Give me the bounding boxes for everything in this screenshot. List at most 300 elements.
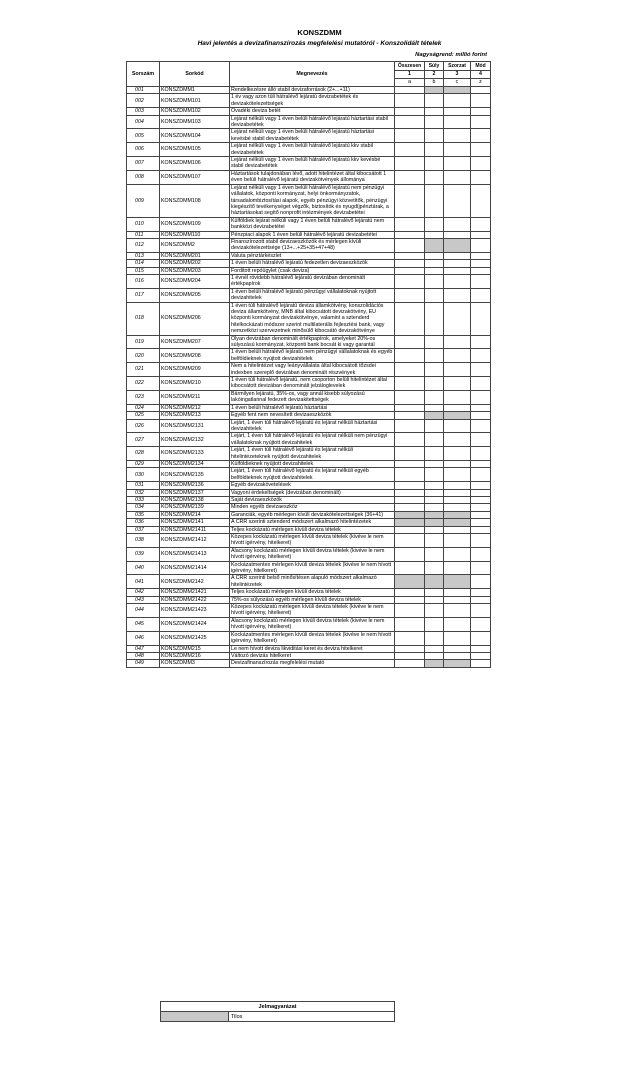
cell-mod[interactable] bbox=[471, 419, 491, 433]
row-description: Forditott repóügylet (csak deviza) bbox=[230, 267, 395, 274]
cell-mod[interactable] bbox=[471, 412, 491, 419]
row-description: Lejárat nélküli vagy 1 éven belüli hátralévő lejáratú kkv kevésbé stabil devizabetétek bbox=[230, 157, 395, 171]
cell-szorzat[interactable] bbox=[444, 129, 471, 143]
cell-szorzat[interactable] bbox=[444, 489, 471, 496]
table-row bbox=[127, 170, 491, 184]
row-number: 007 bbox=[127, 157, 160, 171]
cell-szorzat[interactable] bbox=[444, 534, 471, 548]
cell-mod[interactable] bbox=[471, 589, 491, 596]
cell-szorzat[interactable] bbox=[444, 589, 471, 596]
row-description: 1 éven belüli hátralévő lejáratú nem pénzügyi vállalatoknak és egyéb belföldieknek nyújtott devizahitelek bbox=[230, 349, 395, 363]
cell-suly[interactable] bbox=[425, 460, 444, 467]
cell-mod[interactable] bbox=[471, 596, 491, 603]
cell-mod[interactable] bbox=[471, 238, 491, 252]
cell-osszesen[interactable] bbox=[395, 504, 425, 511]
row-code: KONSZDMM2138 bbox=[160, 496, 230, 503]
cell-osszesen[interactable] bbox=[395, 170, 425, 184]
cell-mod[interactable] bbox=[471, 363, 491, 377]
cell-suly[interactable] bbox=[425, 645, 444, 652]
table-row bbox=[127, 157, 491, 171]
cell-mod[interactable] bbox=[471, 170, 491, 184]
row-number: 036 bbox=[127, 519, 160, 526]
cell-osszesen[interactable] bbox=[395, 645, 425, 652]
cell-szorzat[interactable] bbox=[444, 115, 471, 129]
row-number: 006 bbox=[127, 143, 160, 157]
row-description: Bármilyen lejáratú, 35%-os, vagy annál kisebb súlyozású lakóingatlannal fedezett devizakitettségek bbox=[230, 390, 395, 404]
cell-suly[interactable] bbox=[425, 468, 444, 482]
cell-osszesen[interactable] bbox=[395, 596, 425, 603]
table-row bbox=[127, 596, 491, 603]
row-number: 028 bbox=[127, 447, 160, 461]
header-sorszam: Sorszám bbox=[127, 62, 160, 87]
row-code: KONSZDMM104 bbox=[160, 129, 230, 143]
cell-mod[interactable] bbox=[471, 157, 491, 171]
cell-szorzat[interactable] bbox=[444, 604, 471, 618]
cell-osszesen[interactable] bbox=[395, 231, 425, 238]
table-row bbox=[127, 377, 491, 391]
row-number: 041 bbox=[127, 575, 160, 589]
row-number: 031 bbox=[127, 482, 160, 489]
header-col-num: 2 bbox=[425, 71, 444, 79]
cell-szorzat[interactable] bbox=[444, 482, 471, 489]
cell-osszesen[interactable] bbox=[395, 460, 425, 467]
cell-suly[interactable] bbox=[425, 129, 444, 143]
cell-mod[interactable] bbox=[471, 534, 491, 548]
table-row bbox=[127, 482, 491, 489]
table-row bbox=[127, 419, 491, 433]
row-number: 012 bbox=[127, 238, 160, 252]
row-description: Lejárat nélküli vagy 1 éven belüli hátralévő lejáratú nem pénzügyi vállalatok, központi kormányzat, helyi önkormányzatok, társadalombiztosítási alapok, egyéb pénzügyi közvetítők, pénzügyi kiegészítő tevékenységet végzők, biztosítók és nyugdíjpénztárak, a háztartásokat segítő nonprofit intézmények devizabetétei bbox=[230, 184, 395, 217]
cell-szorzat[interactable] bbox=[444, 390, 471, 404]
table-row bbox=[127, 433, 491, 447]
cell-szorzat[interactable] bbox=[444, 363, 471, 377]
cell-osszesen[interactable] bbox=[395, 496, 425, 503]
cell-osszesen[interactable] bbox=[395, 302, 425, 335]
cell-mod[interactable] bbox=[471, 489, 491, 496]
cell-osszesen[interactable] bbox=[395, 604, 425, 618]
cell-osszesen[interactable] bbox=[395, 267, 425, 274]
row-code: KONSZDMM105 bbox=[160, 143, 230, 157]
cell-osszesen[interactable] bbox=[395, 94, 425, 108]
cell-szorzat[interactable] bbox=[444, 288, 471, 302]
table-row bbox=[127, 143, 491, 157]
cell-osszesen[interactable] bbox=[395, 589, 425, 596]
cell-mod[interactable] bbox=[471, 129, 491, 143]
cell-mod[interactable] bbox=[471, 260, 491, 267]
document-subtitle: Havi jelentés a devizafinanszírozás megfelelési mutatóról - Konszolidált tételek bbox=[197, 40, 442, 47]
cell-osszesen[interactable] bbox=[395, 129, 425, 143]
cell-szorzat bbox=[444, 412, 471, 419]
cell-mod[interactable] bbox=[471, 547, 491, 561]
row-description: 1 év vagy azon túli hátralévő lejáratú devizabetétek és devizakötelezettségek bbox=[230, 94, 395, 108]
cell-suly[interactable] bbox=[425, 157, 444, 171]
cell-mod[interactable] bbox=[471, 349, 491, 363]
cell-mod[interactable] bbox=[471, 526, 491, 533]
cell-osszesen[interactable] bbox=[395, 349, 425, 363]
cell-szorzat[interactable] bbox=[444, 526, 471, 533]
cell-suly[interactable] bbox=[425, 652, 444, 659]
row-number: 022 bbox=[127, 377, 160, 391]
table-row bbox=[127, 504, 491, 511]
row-code: KONSZDMM216 bbox=[160, 652, 230, 659]
cell-suly[interactable] bbox=[425, 596, 444, 603]
table-row bbox=[127, 217, 491, 231]
cell-mod[interactable] bbox=[471, 482, 491, 489]
row-code: KONSZDMM2135 bbox=[160, 468, 230, 482]
row-code: KONSZDMM209 bbox=[160, 363, 230, 377]
cell-suly[interactable] bbox=[425, 617, 444, 631]
cell-mod[interactable] bbox=[471, 302, 491, 335]
cell-mod[interactable] bbox=[471, 184, 491, 217]
cell-osszesen[interactable] bbox=[395, 217, 425, 231]
row-number: 035 bbox=[127, 511, 160, 518]
cell-osszesen[interactable] bbox=[395, 115, 425, 129]
cell-osszesen[interactable] bbox=[395, 419, 425, 433]
row-code: KONSZDMM21414 bbox=[160, 561, 230, 575]
table-row bbox=[127, 496, 491, 503]
row-number: 047 bbox=[127, 645, 160, 652]
row-number: 037 bbox=[127, 526, 160, 533]
cell-osszesen[interactable] bbox=[395, 526, 425, 533]
cell-osszesen[interactable] bbox=[395, 433, 425, 447]
cell-szorzat[interactable] bbox=[444, 645, 471, 652]
row-description: Közepes kockázatú mérlegen kívüli deviza tételek (kivéve le nem hívott igérvény, hitelkeret) bbox=[230, 604, 395, 618]
cell-szorzat[interactable] bbox=[444, 335, 471, 349]
cell-suly[interactable] bbox=[425, 504, 444, 511]
cell-suly[interactable] bbox=[425, 349, 444, 363]
row-code: KONSZDMM103 bbox=[160, 115, 230, 129]
row-description: Háztartások tulajdonában lévő, adott hitelintézet által kibocsátott 1 éven belüli hátralévő lejáratú devizakötvények állománya bbox=[230, 170, 395, 184]
cell-mod[interactable] bbox=[471, 335, 491, 349]
cell-osszesen[interactable] bbox=[395, 108, 425, 115]
cell-suly[interactable] bbox=[425, 419, 444, 433]
row-number: 026 bbox=[127, 419, 160, 433]
row-description: 1 éven belüli hátralévő lejáratú háztartási bbox=[230, 404, 395, 411]
cell-mod[interactable] bbox=[471, 511, 491, 518]
legend-swatch bbox=[161, 1012, 229, 1022]
row-code: KONSZDMM205 bbox=[160, 288, 230, 302]
cell-szorzat[interactable] bbox=[444, 377, 471, 391]
cell-suly[interactable] bbox=[425, 482, 444, 489]
cell-osszesen[interactable] bbox=[395, 404, 425, 411]
row-code: KONSZDMM2131 bbox=[160, 419, 230, 433]
cell-szorzat bbox=[444, 575, 471, 589]
cell-osszesen[interactable] bbox=[395, 87, 425, 94]
cell-szorzat[interactable] bbox=[444, 596, 471, 603]
cell-mod[interactable] bbox=[471, 217, 491, 231]
cell-szorzat[interactable] bbox=[444, 252, 471, 259]
cell-osszesen[interactable] bbox=[395, 617, 425, 631]
cell-szorzat[interactable] bbox=[444, 157, 471, 171]
row-code: KONSZDMM21421 bbox=[160, 589, 230, 596]
cell-mod[interactable] bbox=[471, 274, 491, 288]
cell-suly[interactable] bbox=[425, 489, 444, 496]
cell-suly[interactable] bbox=[425, 260, 444, 267]
cell-mod[interactable] bbox=[471, 252, 491, 259]
cell-osszesen[interactable] bbox=[395, 652, 425, 659]
header-col-suly: Súly bbox=[425, 62, 444, 71]
cell-suly[interactable] bbox=[425, 561, 444, 575]
cell-suly[interactable] bbox=[425, 184, 444, 217]
cell-osszesen[interactable] bbox=[395, 184, 425, 217]
cell-suly[interactable] bbox=[425, 143, 444, 157]
header-col-mod: Mód bbox=[471, 62, 491, 71]
cell-suly[interactable] bbox=[425, 547, 444, 561]
cell-mod[interactable] bbox=[471, 519, 491, 526]
table-row bbox=[127, 274, 491, 288]
cell-szorzat[interactable] bbox=[444, 652, 471, 659]
table-row bbox=[127, 184, 491, 217]
table-row bbox=[127, 652, 491, 659]
cell-osszesen[interactable] bbox=[395, 335, 425, 349]
table-row bbox=[127, 660, 491, 667]
cell-szorzat[interactable] bbox=[444, 217, 471, 231]
cell-suly[interactable] bbox=[425, 363, 444, 377]
row-code: KONSZDMM21413 bbox=[160, 547, 230, 561]
row-number: 019 bbox=[127, 335, 160, 349]
table-row bbox=[127, 260, 491, 267]
row-number: 017 bbox=[127, 288, 160, 302]
cell-suly[interactable] bbox=[425, 404, 444, 411]
cell-szorzat[interactable] bbox=[444, 419, 471, 433]
cell-suly[interactable] bbox=[425, 267, 444, 274]
cell-suly bbox=[425, 238, 444, 252]
cell-szorzat bbox=[444, 519, 471, 526]
row-number: 046 bbox=[127, 631, 160, 645]
cell-mod[interactable] bbox=[471, 604, 491, 618]
cell-suly[interactable] bbox=[425, 288, 444, 302]
cell-osszesen[interactable] bbox=[395, 377, 425, 391]
cell-szorzat[interactable] bbox=[444, 447, 471, 461]
cell-szorzat[interactable] bbox=[444, 108, 471, 115]
cell-szorzat[interactable] bbox=[444, 460, 471, 467]
cell-suly[interactable] bbox=[425, 252, 444, 259]
cell-suly[interactable] bbox=[425, 534, 444, 548]
cell-szorzat[interactable] bbox=[444, 631, 471, 645]
cell-suly[interactable] bbox=[425, 390, 444, 404]
unit-label: Nagyságrend: millió forint bbox=[415, 52, 487, 58]
table-row bbox=[127, 302, 491, 335]
cell-suly[interactable] bbox=[425, 274, 444, 288]
cell-mod[interactable] bbox=[471, 575, 491, 589]
cell-szorzat[interactable] bbox=[444, 404, 471, 411]
cell-suly[interactable] bbox=[425, 433, 444, 447]
cell-suly[interactable] bbox=[425, 231, 444, 238]
cell-mod[interactable] bbox=[471, 390, 491, 404]
cell-suly bbox=[425, 87, 444, 94]
row-code: KONSZDMM21412 bbox=[160, 534, 230, 548]
cell-suly[interactable] bbox=[425, 335, 444, 349]
row-description: Le nem hívott deviza likviditási keret és deviza hitelkeret bbox=[230, 645, 395, 652]
cell-szorzat[interactable] bbox=[444, 184, 471, 217]
cell-szorzat[interactable] bbox=[444, 302, 471, 335]
row-description: Pénzpiaci alapok 1 éven belüli hátralévő lejáratú devizabetétei bbox=[230, 231, 395, 238]
cell-suly[interactable] bbox=[425, 589, 444, 596]
cell-mod[interactable] bbox=[471, 631, 491, 645]
row-description: A CRR szerinti sztenderd módszert alkalmazó hitelintézetek bbox=[230, 519, 395, 526]
row-code: KONSZDMM2133 bbox=[160, 447, 230, 461]
cell-mod[interactable] bbox=[471, 468, 491, 482]
cell-suly[interactable] bbox=[425, 604, 444, 618]
table-row bbox=[127, 575, 491, 589]
cell-suly[interactable] bbox=[425, 115, 444, 129]
cell-mod[interactable] bbox=[471, 645, 491, 652]
cell-szorzat[interactable] bbox=[444, 547, 471, 561]
row-code: KONSZDMM2137 bbox=[160, 489, 230, 496]
table-row bbox=[127, 447, 491, 461]
cell-szorzat[interactable] bbox=[444, 143, 471, 157]
table-row bbox=[127, 604, 491, 618]
cell-osszesen[interactable] bbox=[395, 288, 425, 302]
table-row bbox=[127, 617, 491, 631]
cell-osszesen[interactable] bbox=[395, 274, 425, 288]
row-description: Külföldiek lejárat nélküli vagy 1 éven belüli hátralévő lejáratú nem bankközi devizabetétei bbox=[230, 217, 395, 231]
cell-mod[interactable] bbox=[471, 404, 491, 411]
cell-mod[interactable] bbox=[471, 377, 491, 391]
cell-osszesen[interactable] bbox=[395, 547, 425, 561]
cell-szorzat[interactable] bbox=[444, 274, 471, 288]
table-row bbox=[127, 412, 491, 419]
row-code: KONSZDMM214 bbox=[160, 511, 230, 518]
cell-osszesen[interactable] bbox=[395, 447, 425, 461]
cell-osszesen[interactable] bbox=[395, 238, 425, 252]
row-number: 044 bbox=[127, 604, 160, 618]
table-row bbox=[127, 390, 491, 404]
table-row bbox=[127, 87, 491, 94]
cell-mod[interactable] bbox=[471, 115, 491, 129]
row-description: Kockázatmentes mérlegen kívüli deviza tételek (kivéve le nem hívott igérvény, hitelkeret) bbox=[230, 561, 395, 575]
cell-mod[interactable] bbox=[471, 447, 491, 461]
cell-suly[interactable] bbox=[425, 302, 444, 335]
table-row bbox=[127, 645, 491, 652]
cell-mod[interactable] bbox=[471, 561, 491, 575]
cell-suly[interactable] bbox=[425, 94, 444, 108]
table-row bbox=[127, 288, 491, 302]
row-code: KONSZDMM2141 bbox=[160, 519, 230, 526]
cell-osszesen[interactable] bbox=[395, 631, 425, 645]
header-col-szorzat: Szorzat bbox=[444, 62, 471, 71]
row-number: 020 bbox=[127, 349, 160, 363]
cell-szorzat[interactable] bbox=[444, 496, 471, 503]
cell-szorzat bbox=[444, 238, 471, 252]
cell-szorzat[interactable] bbox=[444, 433, 471, 447]
header-col-num: 1 bbox=[395, 71, 425, 79]
cell-suly[interactable] bbox=[425, 526, 444, 533]
cell-osszesen[interactable] bbox=[395, 260, 425, 267]
cell-osszesen[interactable] bbox=[395, 489, 425, 496]
cell-mod[interactable] bbox=[471, 617, 491, 631]
cell-szorzat[interactable] bbox=[444, 231, 471, 238]
legend-table bbox=[160, 1001, 395, 1022]
cell-osszesen[interactable] bbox=[395, 390, 425, 404]
row-number: 003 bbox=[127, 108, 160, 115]
cell-szorzat[interactable] bbox=[444, 617, 471, 631]
row-code: KONSZDMM21424 bbox=[160, 617, 230, 631]
cell-mod[interactable] bbox=[471, 433, 491, 447]
cell-mod[interactable] bbox=[471, 496, 491, 503]
cell-mod[interactable] bbox=[471, 267, 491, 274]
header-col-osszesen: Összesen bbox=[395, 62, 425, 71]
cell-osszesen[interactable] bbox=[395, 363, 425, 377]
cell-szorzat[interactable] bbox=[444, 94, 471, 108]
table-row bbox=[127, 94, 491, 108]
cell-mod[interactable] bbox=[471, 652, 491, 659]
row-number: 045 bbox=[127, 617, 160, 631]
cell-suly[interactable] bbox=[425, 217, 444, 231]
cell-mod[interactable] bbox=[471, 143, 491, 157]
row-number: 038 bbox=[127, 534, 160, 548]
cell-mod[interactable] bbox=[471, 504, 491, 511]
row-code: KONSZDMM1 bbox=[160, 87, 230, 94]
cell-suly[interactable] bbox=[425, 447, 444, 461]
cell-osszesen[interactable] bbox=[395, 412, 425, 419]
cell-osszesen[interactable] bbox=[395, 157, 425, 171]
row-number: 005 bbox=[127, 129, 160, 143]
cell-osszesen[interactable] bbox=[395, 468, 425, 482]
row-number: 030 bbox=[127, 468, 160, 482]
cell-osszesen[interactable] bbox=[395, 561, 425, 575]
legend-title: Jelmagyarázat bbox=[161, 1002, 395, 1012]
cell-osszesen bbox=[395, 519, 425, 526]
header-col-letter: z bbox=[471, 79, 491, 87]
row-description: Saját devizaeszközök bbox=[230, 496, 395, 503]
row-description: Devizafinanszírozás megfelelési mutató bbox=[230, 660, 395, 667]
table-row bbox=[127, 519, 491, 526]
row-code: KONSZDMM206 bbox=[160, 302, 230, 335]
table-row bbox=[127, 631, 491, 645]
cell-osszesen[interactable] bbox=[395, 252, 425, 259]
row-description: Egyéb fent nem nevesített devizaeszközök bbox=[230, 412, 395, 419]
table-row bbox=[127, 526, 491, 533]
row-code: KONSZDMM212 bbox=[160, 404, 230, 411]
cell-mod[interactable] bbox=[471, 288, 491, 302]
cell-szorzat[interactable] bbox=[444, 504, 471, 511]
row-number: 039 bbox=[127, 547, 160, 561]
legend-label: Tilos bbox=[229, 1012, 395, 1022]
cell-osszesen[interactable] bbox=[395, 143, 425, 157]
row-number: 014 bbox=[127, 260, 160, 267]
cell-osszesen[interactable] bbox=[395, 482, 425, 489]
row-number: 004 bbox=[127, 115, 160, 129]
row-number: 002 bbox=[127, 94, 160, 108]
cell-mod[interactable] bbox=[471, 460, 491, 467]
cell-suly bbox=[425, 575, 444, 589]
cell-mod[interactable] bbox=[471, 94, 491, 108]
row-description: Lejárt, 1 éven túli hátralévő lejáratú és lejárat nélküli hitelintézeteknek nyújtott devizahitelek bbox=[230, 447, 395, 461]
cell-szorzat[interactable] bbox=[444, 260, 471, 267]
table-row bbox=[127, 115, 491, 129]
cell-szorzat[interactable] bbox=[444, 170, 471, 184]
cell-szorzat[interactable] bbox=[444, 561, 471, 575]
cell-suly[interactable] bbox=[425, 108, 444, 115]
cell-osszesen[interactable] bbox=[395, 534, 425, 548]
row-number: 040 bbox=[127, 561, 160, 575]
cell-suly[interactable] bbox=[425, 377, 444, 391]
cell-suly[interactable] bbox=[425, 631, 444, 645]
cell-mod[interactable] bbox=[471, 108, 491, 115]
cell-mod[interactable] bbox=[471, 87, 491, 94]
cell-osszesen[interactable] bbox=[395, 660, 425, 667]
cell-suly[interactable] bbox=[425, 496, 444, 503]
row-number: 024 bbox=[127, 404, 160, 411]
cell-szorzat[interactable] bbox=[444, 267, 471, 274]
cell-mod[interactable] bbox=[471, 660, 491, 667]
cell-mod[interactable] bbox=[471, 231, 491, 238]
cell-szorzat[interactable] bbox=[444, 349, 471, 363]
cell-suly bbox=[425, 660, 444, 667]
cell-suly[interactable] bbox=[425, 170, 444, 184]
cell-szorzat[interactable] bbox=[444, 468, 471, 482]
